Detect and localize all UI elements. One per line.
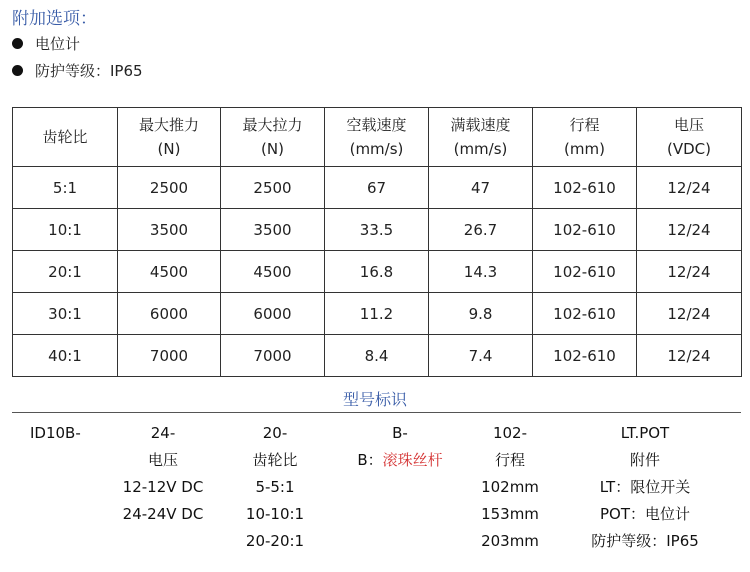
model-prefix: ID10B-: [30, 424, 81, 442]
voltage-column: [108, 420, 218, 528]
stroke-code: 102-: [492, 424, 528, 442]
table-cell: 12/24: [637, 167, 742, 209]
screw-code: B-: [392, 424, 408, 442]
table-cell: 16.8: [325, 251, 429, 293]
table-cell: 102-610: [533, 209, 637, 251]
table-cell: 7000: [221, 335, 325, 377]
voltage-option: 12-12V DC: [122, 478, 204, 496]
table-row: [13, 335, 742, 377]
header-full-load-speed: 满载速度 (mm/s): [429, 108, 533, 167]
screw-type: [335, 447, 465, 474]
stroke-option: 153mm: [481, 505, 539, 523]
table-cell: 102-610: [533, 167, 637, 209]
stroke-option: 102mm: [481, 478, 539, 496]
table-cell: 33.5: [325, 209, 429, 251]
table-cell: 2500: [221, 167, 325, 209]
table-cell: 12/24: [637, 209, 742, 251]
option-label: 防护等级：IP65: [35, 62, 143, 80]
table-cell: 6000: [118, 293, 221, 335]
bullet-icon: [12, 38, 23, 49]
table-cell: 2500: [118, 167, 221, 209]
screw-key: B：: [357, 451, 383, 469]
table-cell: 12/24: [637, 293, 742, 335]
header-max-pull: 最大拉力 (N): [221, 108, 325, 167]
accessory-option: POT：电位计: [599, 505, 690, 523]
table-cell: 47: [429, 167, 533, 209]
table-cell: 26.7: [429, 209, 533, 251]
accessory-label: 附件: [629, 451, 660, 469]
stroke-label: 行程: [494, 451, 525, 469]
table-cell: 4500: [221, 251, 325, 293]
accessory-option: LT：限位开关: [599, 478, 691, 496]
gear-option: 5-5:1: [255, 478, 295, 496]
gear-label: 齿轮比: [252, 451, 298, 469]
accessory-column: [570, 420, 720, 555]
gear-option: 20-20:1: [245, 532, 305, 550]
table-cell: 67: [325, 167, 429, 209]
table-cell: 14.3: [429, 251, 533, 293]
option-label: 电位计: [35, 35, 81, 53]
table-cell: 5:1: [13, 167, 118, 209]
voltage-option: 24-24V DC: [122, 505, 204, 523]
header-gear-ratio: 齿轮比: [13, 108, 118, 167]
header-voltage: 电压 (VDC): [637, 108, 742, 167]
header-max-push: 最大推力 (N): [118, 108, 221, 167]
table-cell: 20:1: [13, 251, 118, 293]
table-cell: 7.4: [429, 335, 533, 377]
table-cell: 3500: [221, 209, 325, 251]
stroke-column: [455, 420, 565, 555]
model-title: 型号标识: [342, 390, 407, 409]
stroke-option: 203mm: [481, 532, 539, 550]
table-cell: 9.8: [429, 293, 533, 335]
model-prefix-column: [30, 420, 81, 447]
gear-option: 10-10:1: [245, 505, 305, 523]
accessory-option: 防护等级：IP65: [591, 532, 699, 550]
table-cell: 40:1: [13, 335, 118, 377]
table-cell: 12/24: [637, 335, 742, 377]
header-stroke: 行程 (mm): [533, 108, 637, 167]
divider: [12, 412, 741, 413]
table-cell: 4500: [118, 251, 221, 293]
voltage-label: 电压: [147, 451, 178, 469]
table-row: [13, 251, 742, 293]
screw-value: 滚珠丝杆: [382, 451, 443, 469]
spec-table: [12, 107, 742, 377]
gear-column: [220, 420, 330, 555]
table-cell: 102-610: [533, 293, 637, 335]
table-cell: 6000: [221, 293, 325, 335]
table-cell: 102-610: [533, 251, 637, 293]
accessory-code: LT.POT: [620, 424, 670, 442]
table-header-row: [13, 108, 742, 167]
option-item: [12, 33, 80, 54]
screw-column: [335, 420, 465, 474]
table-cell: 3500: [118, 209, 221, 251]
table-cell: 30:1: [13, 293, 118, 335]
table-cell: 102-610: [533, 335, 637, 377]
table-row: [13, 167, 742, 209]
option-item: [12, 60, 143, 81]
options-title: 附加选项：: [12, 9, 97, 29]
table-cell: 8.4: [325, 335, 429, 377]
header-no-load-speed: 空载速度 (mm/s): [325, 108, 429, 167]
table-cell: 11.2: [325, 293, 429, 335]
table-row: [13, 209, 742, 251]
voltage-code: 24-: [150, 424, 176, 442]
table-cell: 10:1: [13, 209, 118, 251]
bullet-icon: [12, 65, 23, 76]
table-cell: 12/24: [637, 251, 742, 293]
table-row: [13, 293, 742, 335]
gear-code: 20-: [262, 424, 288, 442]
table-cell: 7000: [118, 335, 221, 377]
